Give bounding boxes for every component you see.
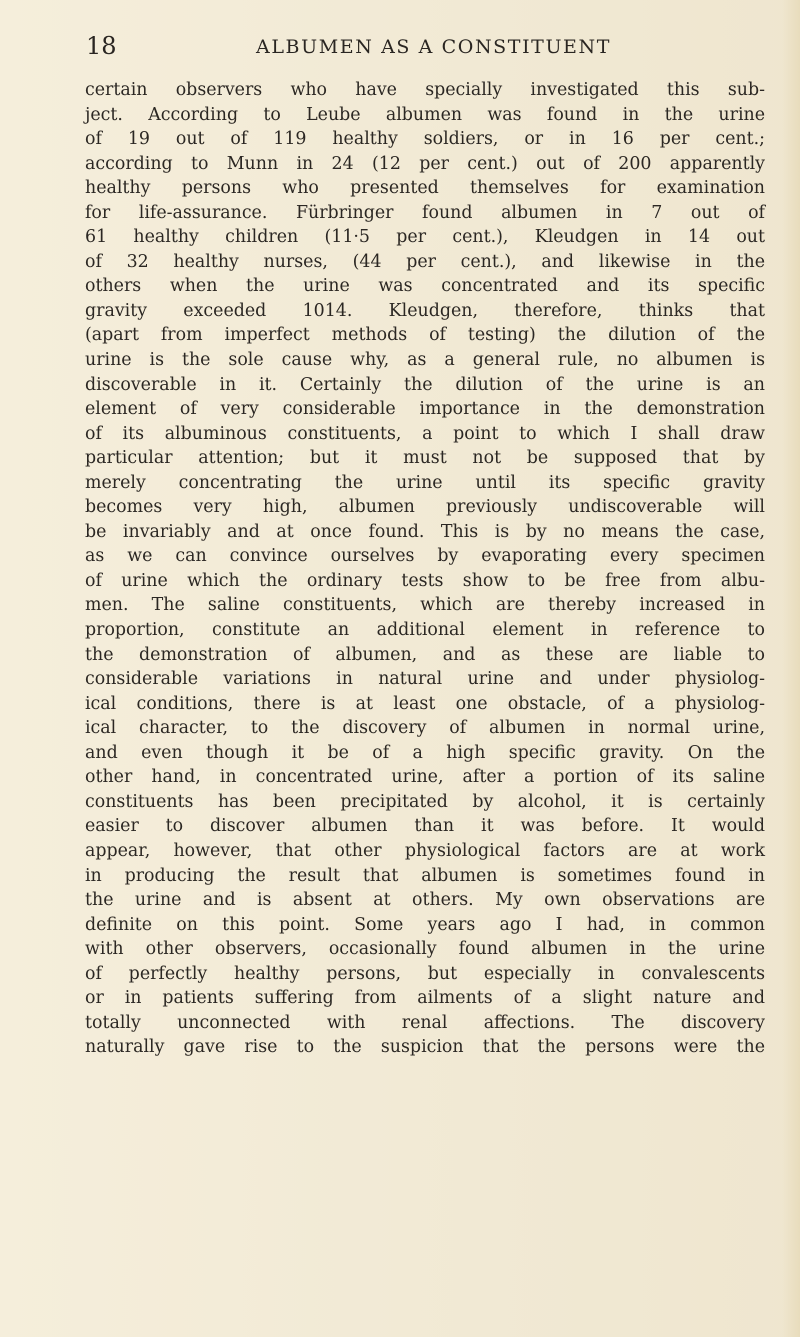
text-line: healthy persons who presented themselves for examination xyxy=(85,178,765,199)
running-title: ALBUMEN AS A CONSTITUENT xyxy=(256,36,612,58)
text-line: urine is the sole cause why, as a general rule, no albumen is xyxy=(85,350,765,371)
text-line: of 32 healthy nurses, (44 per cent.), and likewise in the xyxy=(85,251,765,272)
text-line: element of very considerable importance in the demonstration xyxy=(85,399,765,420)
text-line: merely concentrating the urine until its specific gravity xyxy=(85,472,765,493)
text-line: be invariably and at once found. This is by no means the case, xyxy=(85,521,765,542)
text-line: definite on this point. Some years ago I had, in common xyxy=(85,914,765,935)
text-line: certain observers who have specially investigated this sub- xyxy=(85,80,765,100)
text-line: ical conditions, there is at least one obstacle, of a physiolog- xyxy=(85,693,765,714)
text-line: proportion, constitute an additional element in reference to xyxy=(85,620,765,641)
text-line: gravity exceeded 1014. Kleudgen, therefore, thinks that xyxy=(85,300,765,321)
text-line: appear, however, that other physiological factors are at work xyxy=(85,840,765,861)
text-line: discoverable in it. Certainly the dilution of the urine is an xyxy=(85,374,765,395)
text-line: men. The saline constituents, which are thereby increased in xyxy=(85,595,765,616)
text-line: for life-assurance. Fürbringer found albumen in 7 out of xyxy=(85,202,765,223)
text-line: as we can convince ourselves by evaporating every specimen xyxy=(85,546,765,567)
text-line: of perfectly healthy persons, but especially in convalescents xyxy=(85,963,765,984)
text-line: according to Munn in 24 (12 per cent.) out of 200 apparently xyxy=(85,153,765,174)
text-line: the urine and is absent at others. My own observations are xyxy=(85,890,765,911)
text-line: of 19 out of 119 healthy soldiers, or in 16 per cent.; xyxy=(85,129,765,150)
text-line: the demonstration of albumen, and as these are liable to xyxy=(85,644,765,665)
page-number: 18 xyxy=(86,32,117,60)
text-line: 61 healthy children (11·5 per cent.), Kleudgen in 14 out xyxy=(85,227,765,248)
text-line: in producing the result that albumen is sometimes found in xyxy=(85,865,765,886)
text-line: of its albuminous constituents, a point to which I shall draw xyxy=(85,423,765,444)
text-line: considerable variations in natural urine and under physiolog- xyxy=(85,669,765,690)
text-line: and even though it be of a high specific gravity. On the xyxy=(85,742,765,763)
text-line: easier to discover albumen than it was before. It would xyxy=(85,816,765,837)
text-line: with other observers, occasionally found albumen in the urine xyxy=(85,939,765,960)
text-line: or in patients suffering from ailments of a slight nature and xyxy=(85,988,765,1009)
text-line: of urine which the ordinary tests show to be free from albu- xyxy=(85,570,765,591)
text-line: ical character, to the discovery of albumen in normal urine, xyxy=(85,718,765,739)
text-line: naturally gave rise to the suspicion that the persons were the xyxy=(85,1037,765,1058)
text-line: other hand, in concentrated urine, after a portion of its saline xyxy=(85,767,765,788)
text-line: particular attention; but it must not be supposed that by xyxy=(85,448,765,469)
text-line: totally unconnected with renal affections. The discovery xyxy=(85,1012,765,1033)
page-edge-shading xyxy=(782,0,800,1337)
text-line: others when the urine was concentrated and its specific xyxy=(85,276,765,297)
body-paragraph xyxy=(85,78,765,1060)
text-line: ject. According to Leube albumen was found in the urine xyxy=(85,104,765,125)
text-line: constituents has been precipitated by alcohol, it is certainly xyxy=(85,791,765,812)
text-line: (apart from imperfect methods of testing) the dilution of the xyxy=(85,325,765,346)
text-line: becomes very high, albumen previously undiscoverable will xyxy=(85,497,765,518)
running-head xyxy=(0,30,800,66)
